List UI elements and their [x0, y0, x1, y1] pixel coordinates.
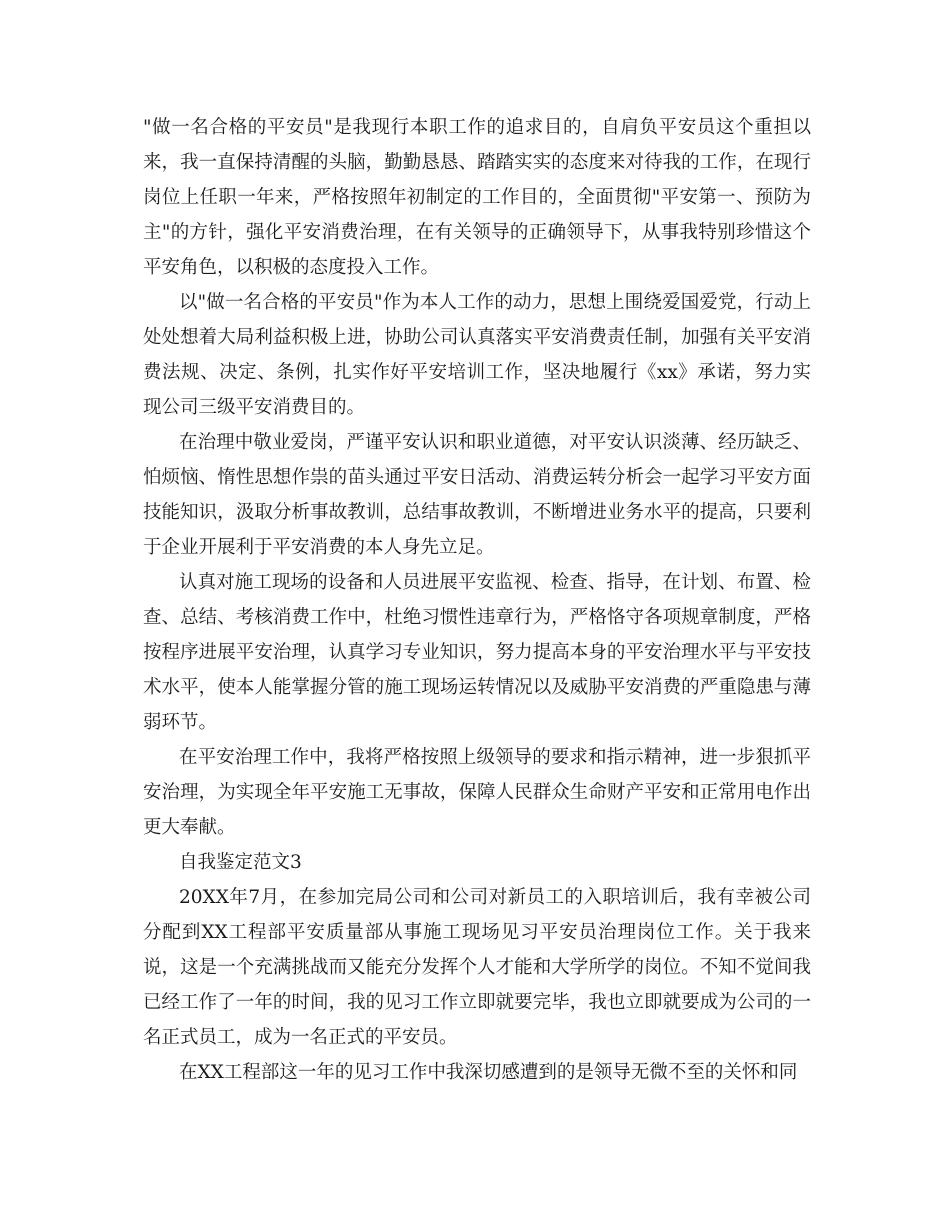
document-body	[143, 110, 811, 1090]
paragraph-7: 在XX工程部这一年的见习工作中我深切感遭到的是领导无微不至的关怀和同	[179, 1062, 798, 1083]
paragraph-5: 在平安治理工作中，我将严格按照上级领导的要求和指示精神，进一步狠抓平安治理，为实现全年平安施工无事故，保障人民群众生命财产平安和正常用电作出更大奉献。	[143, 747, 811, 838]
paragraph-6: 20XX年7月，在参加完局公司和公司对新员工的入职培训后，我有幸被公司分配到XX工程部平安质量部从事施工现场见习平安员治理岗位工作。关于我来说，这是一个充满挑战而又能充分发挥个人才能和大学所学的岗位。不知不觉间我已经工作了一年的时间，我的见习工作立即就要完毕，我也立即就要成为公司的一名正式员工，成为一名正式的平安员。	[143, 887, 811, 1048]
paragraph-1: "做一名合格的平安员"是我现行本职工作的追求目的，自肩负平安员这个重担以来，我一直保持清醒的头脑，勤勤恳恳、踏踏实实的态度来对待我的工作，在现行岗位上任职一年来，严格按照年初制定的工作目的，全面贯彻"平安第一、预防为主"的方针，强化平安消费治理，在有关领导的正确领导下，从事我特别珍惜这个平安角色，以积极的态度投入工作。	[143, 117, 811, 278]
paragraph-3: 在治理中敬业爱岗，严谨平安认识和职业道德，对平安认识淡薄、经历缺乏、怕烦恼、惰性思想作祟的苗头通过平安日活动、消费运转分析会一起学习平安方面技能知识，汲取分析事故教训，总结事故教训，不断增进业务水平的提高，只要利于企业开展利于平安消费的本人身先立足。	[143, 432, 811, 558]
section-heading: 自我鉴定范文3	[179, 852, 302, 873]
paragraph-4: 认真对施工现场的设备和人员进展平安监视、检查、指导，在计划、布置、检查、总结、考核消费工作中，杜绝习惯性违章行为，严格恪守各项规章制度，严格按程序进展平安治理，认真学习专业知识，努力提高本身的平安治理水平与平安技术水平，使本人能掌握分管的施工现场运转情况以及威胁平安消费的严重隐患与薄弱环节。	[143, 572, 811, 733]
paragraph-2: 以"做一名合格的平安员"作为本人工作的动力，思想上围绕爱国爱党，行动上处处想着大局利益积极上进，协助公司认真落实平安消费责任制，加强有关平安消费法规、决定、条例，扎实作好平安培训工作，坚决地履行《xx》承诺，努力实现公司三级平安消费目的。	[143, 292, 811, 418]
